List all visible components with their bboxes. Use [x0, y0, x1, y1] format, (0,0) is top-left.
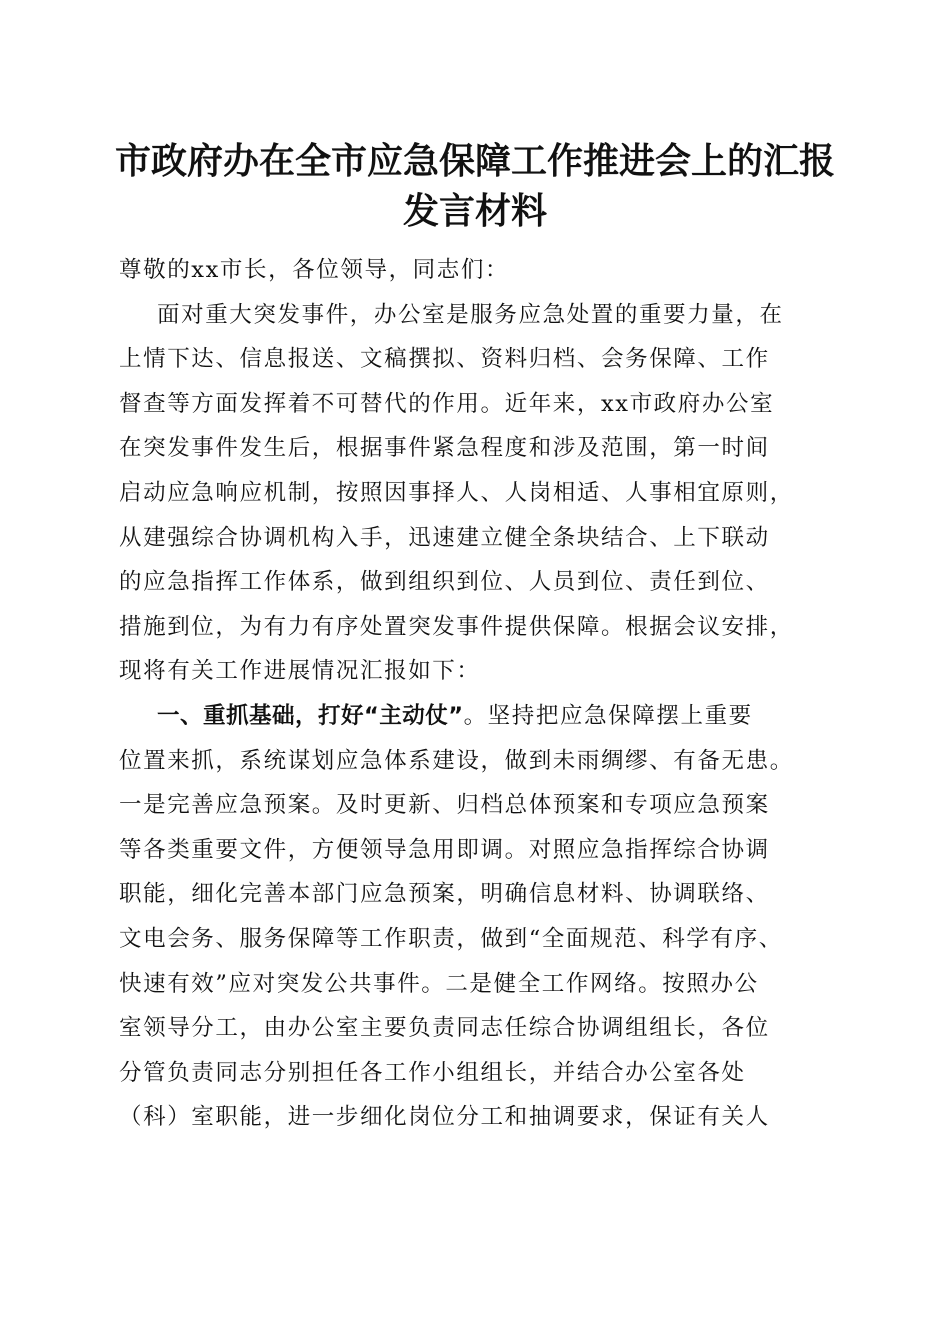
- paragraph-line: 在突发事件发生后，根据事件紧急程度和涉及范围，第一时间: [119, 435, 770, 462]
- section-1-heading: 一、重抓基础，打好“主动仗”: [157, 702, 464, 729]
- paragraph-line: 室领导分工，由办公室主要负责同志任综合协调组组长，各位: [119, 1015, 770, 1042]
- paragraph-line: 措施到位，为有力有序处置突发事件提供保障。根据会议安排，: [119, 613, 794, 640]
- paragraph-line: 文电会务、服务保障等工作职责，做到“全面规范、科学有序、: [119, 925, 783, 952]
- paragraph-line: 面对重大突发事件，办公室是服务应急处置的重要力量，在: [157, 301, 784, 328]
- paragraph-line: 督查等方面发挥着不可替代的作用。近年来，xx市政府办公室: [119, 390, 775, 417]
- title-line-1: 市政府办在全市应急保障工作推进会上的汇报: [114, 140, 835, 182]
- salutation: 尊敬的xx市长，各位领导，同志们：: [119, 257, 510, 283]
- paragraph-line: 一是完善应急预案。及时更新、归档总体预案和专项应急预案: [119, 792, 770, 819]
- paragraph-line: 快速有效”应对突发公共事件。二是健全工作网络。按照办公: [119, 970, 759, 997]
- paragraph-line: 从建强综合协调机构入手，迅速建立健全条块结合、上下联动: [119, 524, 770, 551]
- document-body: [119, 248, 835, 1140]
- paragraph-line: （科）室职能，进一步细化岗位分工和抽调要求，保证有关人: [119, 1104, 770, 1131]
- paragraph-line: 等各类重要文件，方便领导急用即调。对照应急指挥综合协调: [119, 836, 770, 863]
- paragraph-line: 的应急指挥工作体系，做到组织到位、人员到位、责任到位、: [119, 569, 770, 596]
- paragraph-line: 位置来抓，系统谋划应急体系建设，做到未雨绸缪、有备无患。: [119, 747, 794, 774]
- paragraph-line: 现将有关工作进展情况汇报如下：: [119, 658, 481, 685]
- section-1-first-line: [119, 694, 835, 739]
- document-title: [110, 136, 840, 236]
- paragraph-line: 分管负责同志分别担任各工作小组组长，并结合办公室各处: [119, 1059, 746, 1086]
- section-1-first-line-rest: 。坚持把应急保障摆上重要: [463, 702, 753, 729]
- paragraph-line: 启动应急响应机制，按照因事择人、人岗相适、人事相宜原则，: [119, 479, 794, 506]
- paragraph-line: 职能，细化完善本部门应急预案，明确信息材料、协调联络、: [119, 881, 770, 908]
- title-line-2: 发言材料: [402, 190, 547, 232]
- paragraph-line: 上情下达、信息报送、文稿撰拟、资料归档、会务保障、工作: [119, 346, 770, 373]
